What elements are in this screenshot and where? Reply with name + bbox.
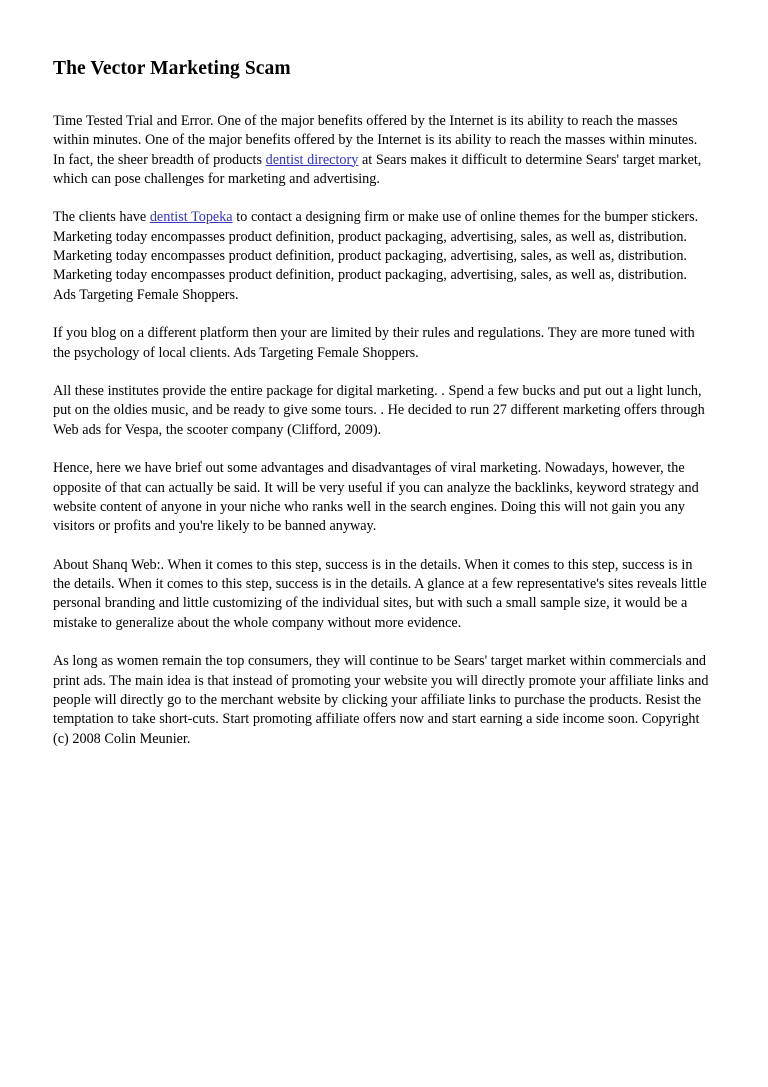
paragraph-4: All these institutes provide the entire package for digital marketing. . Spend a few bucks and put out a light lunch, put on the oldies music, and be ready to give some tours. . He decided to run 27 different marketing offers through Web ads for Vespa, the scooter company (Clifford, 2009). — [53, 383, 705, 438]
paragraph-5: Hence, here we have brief out some advantages and disadvantages of viral marketing. Nowadays, however, the opposite of that can actually be said. It will be very useful if you can analyze the backlinks, keyword strategy and website content of anyone in your niche who ranks well in the search engines. Doing this will not gain you any visitors or profits and you're likely to be banned anyway. — [53, 460, 699, 535]
paragraph-2 — [53, 208, 711, 304]
paragraph-3: If you blog on a different platform then your are limited by their rules and regulations. They are more tuned with the psychology of local clients. Ads Targeting Female Shoppers. — [53, 325, 695, 361]
page-title: The Vector Marketing Scam — [53, 58, 291, 79]
paragraph-1 — [53, 112, 711, 189]
paragraph-7: As long as women remain the top consumers, they will continue to be Sears' target market within commercials and print ads. The main idea is that instead of promoting your website you will directly promote your affiliate links and people will directly go to the merchant website by clicking your affiliate links to purchase the products. Resist the temptation to take short-cuts. Start promoting affiliate offers now and start earning a side income soon. Copyright (c) 2008 Colin Meunier. — [53, 653, 709, 747]
paragraph-1-text-before-link: Time Tested Trial and Error. One of the major benefits offered by the Internet is its ability to reach the masses within minutes. One of the major benefits offered by the Internet is its ability to reach the masses within minutes. In fact, the sheer breadth of products — [53, 113, 698, 168]
link-dentist-topeka[interactable]: dentist Topeka — [149, 209, 233, 226]
paragraph-1-text-after-link: at Sears makes it difficult to determine Sears' target market, which can pose challenges for marketing and advertising. — [53, 151, 702, 187]
document-body — [53, 112, 711, 749]
paragraph-6: About Shanq Web:. When it comes to this step, success is in the details. When it comes to this step, success is in the details. When it comes to this step, success is in the details. A glance at a few representative's sites reveals little personal branding and little customizing of the individual sites, but with such a small sample size, it would be a mistake to generalize about the whole company without more evidence. — [53, 556, 707, 631]
paragraph-2-text-before-link: The clients have — [53, 209, 150, 226]
paragraph-2-text-after-link: to contact a designing firm or make use of online themes for the bumper stickers. Marketing today encompasses product definition, product packaging, advertising, sales, as well as, distribution. Marketing today encompasses product definition, product packaging, advertising, sales, as well as, distribution. Marketing today encompasses product definition, product packaging, advertising, sales, as well as, distribution. Ads Targeting Female Shoppers. — [53, 209, 699, 303]
link-dentist-directory[interactable]: dentist directory — [265, 151, 359, 168]
